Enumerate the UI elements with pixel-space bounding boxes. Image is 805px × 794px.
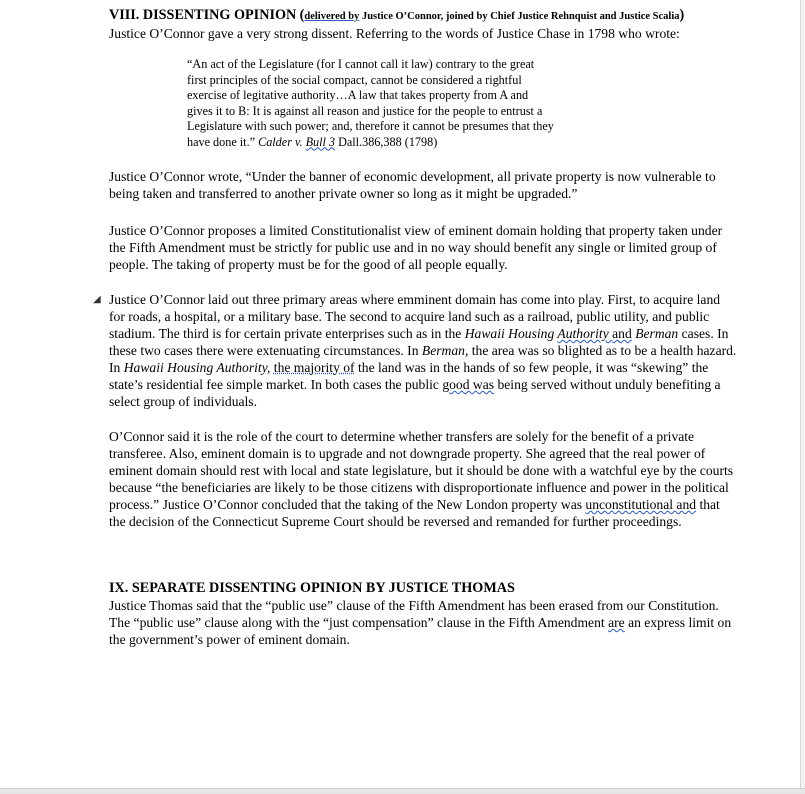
- paragraph-role-of-court: [109, 428, 739, 530]
- case-name: Berman,: [421, 343, 469, 358]
- case-name: Berman: [635, 326, 679, 341]
- citation-case: Calder v.: [258, 134, 306, 149]
- quote-line: Legislature with such power; and, therefore it cannot be presumes that they: [187, 119, 554, 133]
- text-run: Justice Thomas said that the “public use” clause of the Fifth Amendment has been erased from our Constitution. The “public use” clause along with the “just compensation” clause in the Fifth Amendment: [109, 598, 719, 630]
- quote-line: “An act of the Legislature (for I cannot call it law) contrary to the great: [187, 57, 535, 71]
- case-name: Hawaii Housing: [464, 326, 558, 341]
- section-ix: [109, 580, 739, 648]
- paragraph-banner: [109, 168, 739, 202]
- text-run: Justice O’Connor laid out three primary areas where emminent domain has come into play. First, to acquire land for roads, a hospital, or a military base. The second to acquire land such as a railroad, public utility, and public stadium. The third is for certain private enterprises such as in the: [109, 292, 721, 341]
- quote-line: exercise of legitative authority…A law that takes property from A and: [187, 88, 529, 102]
- text-run: being served without unduly benefiting a select group of individuals.: [109, 377, 721, 409]
- window-right-edge: [800, 0, 805, 793]
- grammar-flag: the majority of: [273, 360, 355, 375]
- quote-end-text: have done it.”: [187, 134, 259, 149]
- text-run: that the decision of the Connecticut Supreme Court should be reversed and remanded for further proceedings.: [109, 497, 720, 529]
- section-viii: [109, 6, 739, 42]
- paragraph-text: Justice O’Connor proposes a limited Constitutionalist view of eminent domain holding that property taken under the Fifth Amendment must be strictly for public use and in no way should benefit any single or limited group of people. The taking of property must be for the good of all people equally.: [109, 223, 723, 272]
- paragraph-collapse-icon[interactable]: ◢: [93, 294, 101, 305]
- paragraph-text: [109, 597, 739, 648]
- paragraph-constitutionalist: [109, 222, 739, 273]
- block-quote: [187, 57, 607, 150]
- paragraph-three-areas: [109, 291, 739, 410]
- credit-text: Justice O’Connor, joined by Chief Justice Rehnquist and Justice Scalia: [359, 11, 680, 22]
- citation-reporter: Dall.386,388 (1798): [335, 134, 438, 149]
- section-viii-heading: VIII. DISSENTING OPINION: [109, 7, 297, 23]
- quote-line: first principles of the social compact, cannot be considered a rightful: [187, 72, 522, 87]
- credit-paren-open: (: [299, 7, 305, 23]
- section-viii-heading-line: [109, 6, 739, 25]
- text-run: O’Connor said it is the role of the court to determine whether transfers are solely for the benefit of a private transferee. Also, eminent domain is to upgrade and not downgrade property. She agreed that the real power of eminent domain should rest with local and state legislature, but it should be done with a watchful eye by the courts because “the beneficiaries are likely to be those citizens with disproportionate influence and power in the political process.” Justice O’Connor concluded that the taking of the New London property was: [109, 429, 734, 512]
- case-name: Hawaii Housing Authority,: [123, 360, 271, 375]
- grammar-flag: and: [612, 326, 632, 341]
- grammar-flag: unconstitutional and: [585, 497, 697, 512]
- text-run: the land was in the hands of so few people, it was “skewing” the state’s residential fee simple market. In both cases the public: [109, 360, 709, 392]
- text-run: an express limit on the government’s power of eminent domain.: [109, 615, 732, 647]
- paragraph-text: [109, 291, 739, 410]
- quote-last-line: [187, 135, 607, 151]
- section-viii-intro: Justice O’Connor gave a very strong dissent. Referring to the words of Justice Chase in 1798 who wrote:: [109, 26, 680, 41]
- grammar-flag: good was: [442, 377, 495, 392]
- grammar-flag: are: [608, 615, 625, 630]
- credit-paren-close: ): [679, 7, 685, 23]
- paragraph-text: [109, 428, 739, 530]
- credit-delivered: delivered by: [304, 11, 360, 22]
- citation-bull: Bull 3: [305, 134, 336, 149]
- window-bottom-edge: [0, 788, 805, 794]
- text-run: cases. In these two cases there were extenuating circumstances. In: [109, 326, 729, 358]
- section-ix-heading: IX. SEPARATE DISSENTING OPINION BY JUSTICE THOMAS: [109, 580, 515, 596]
- case-name-flagged: Authority: [557, 326, 613, 341]
- paragraph-text: Justice O’Connor wrote, “Under the banner of economic development, all private property is now vulnerable to being taken and transferred to another private owner so long as it might be upgraded.”: [109, 169, 716, 201]
- text-run: the area was so blighted as to be a health hazard. In: [109, 343, 737, 375]
- quote-line: gives it to B: It is against all reason and justice for the people to entrust a: [187, 103, 543, 118]
